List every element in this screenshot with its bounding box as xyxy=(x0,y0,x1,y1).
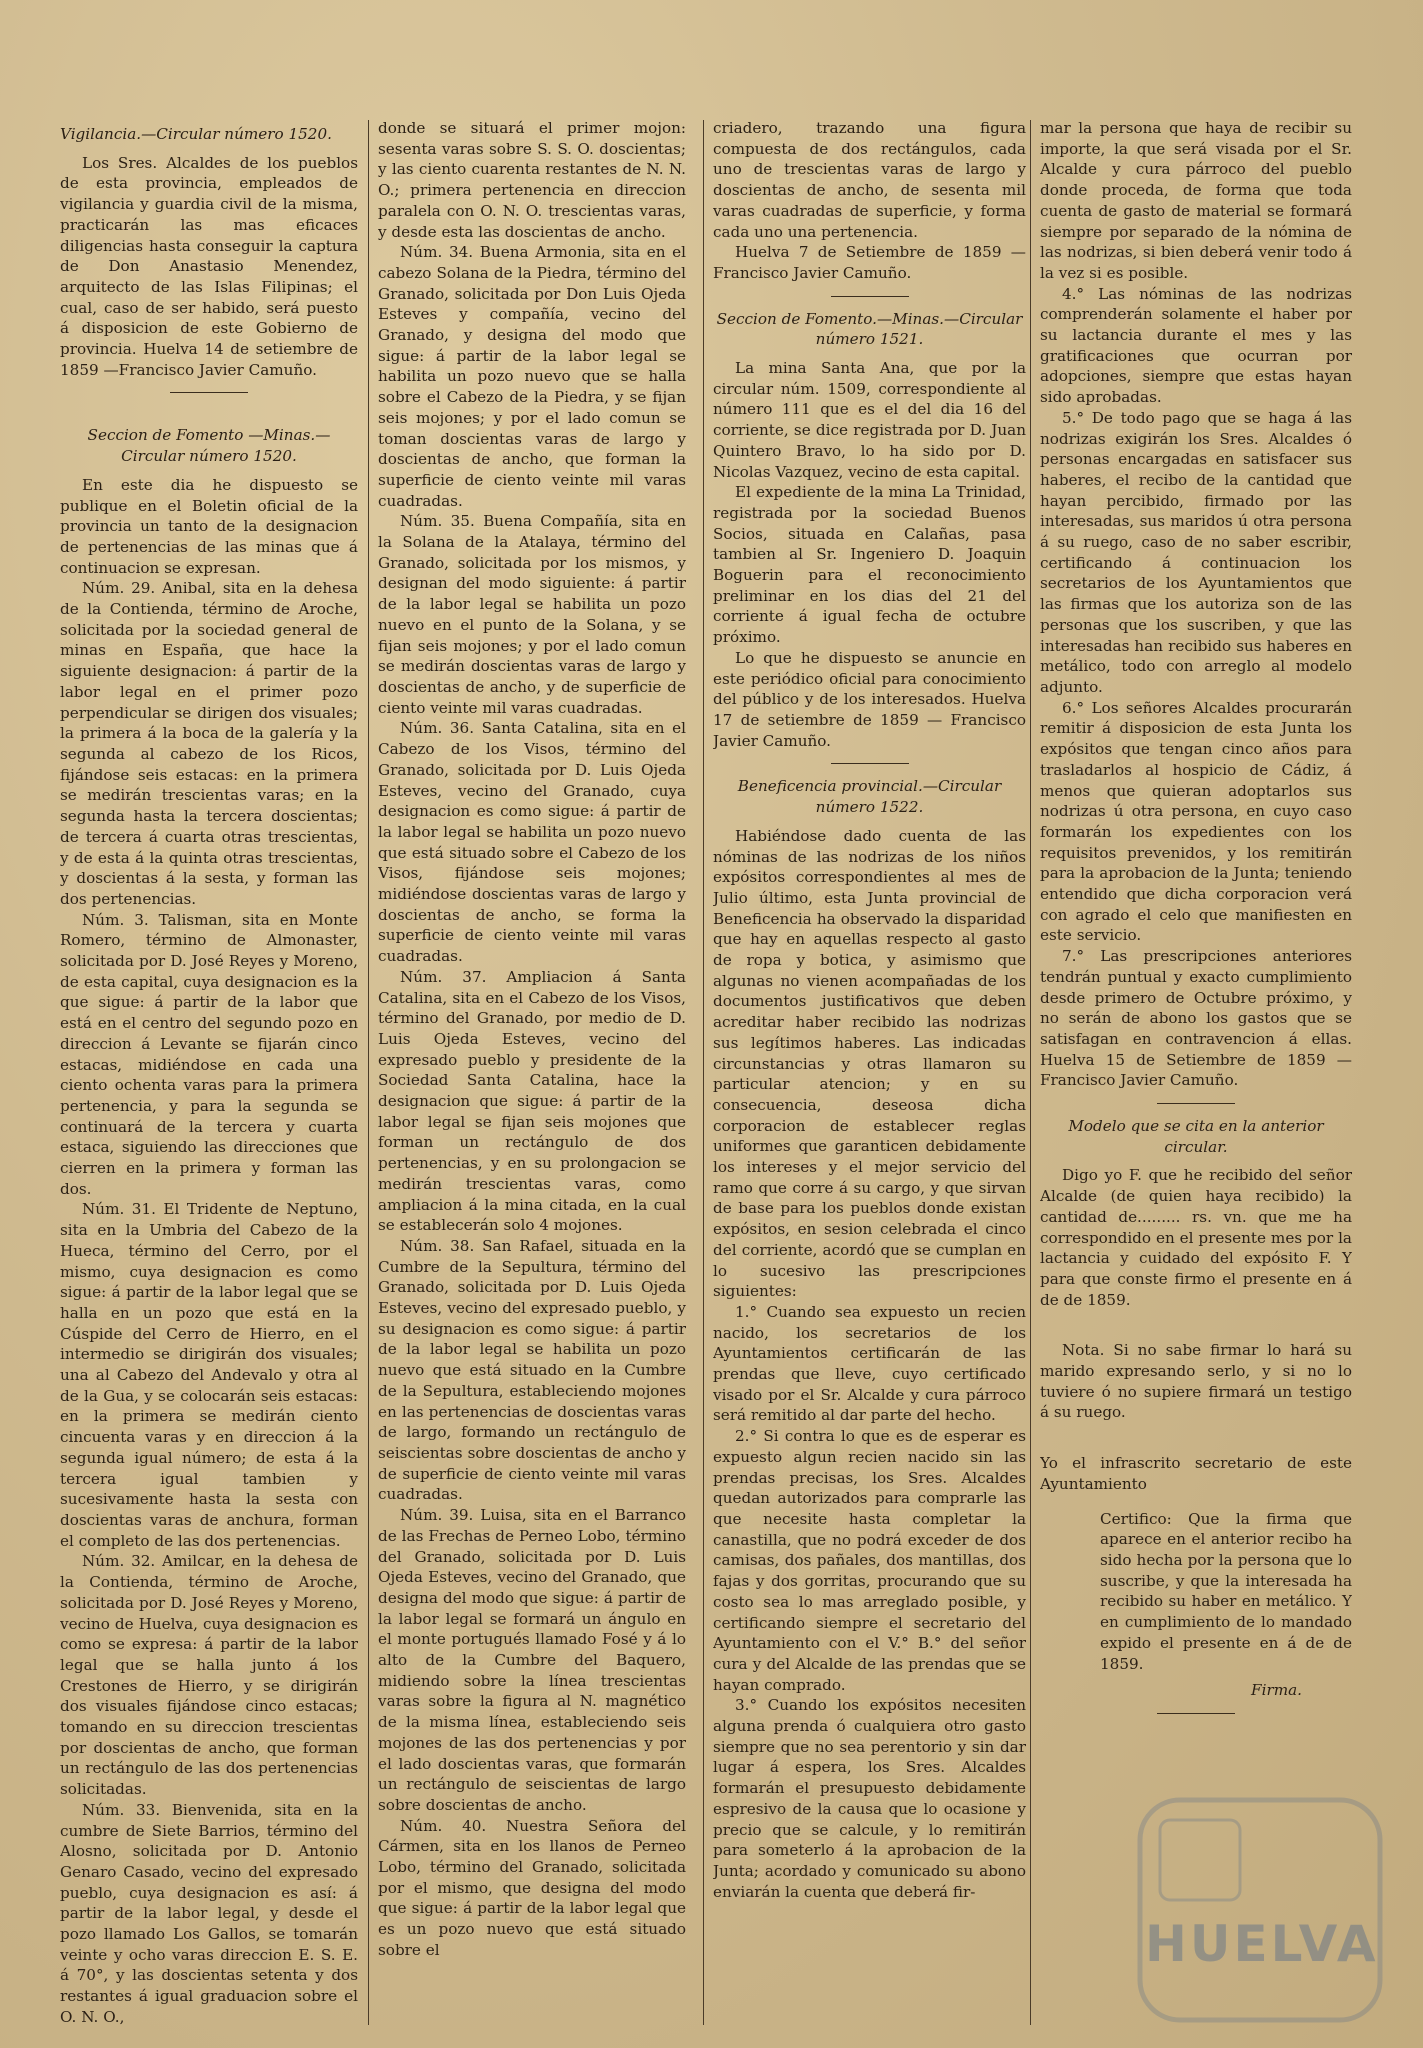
divider xyxy=(831,296,909,297)
column-rule xyxy=(703,120,704,2025)
paragraph: Habiéndose dado cuenta de las nóminas de las nodrizas de los niños expósitos correspondientes al mes de Julio último, esta Junta provincial de Beneficencia ha observado la disparidad que hay en aquellas respecto al gasto de ropa y botica, y asimismo que algunas no vienen acompañadas de los documentos justificativos que deben acreditar haber recibido las nodrizas sus legítimos haberes. Las indicadas circunstancias y otras llamaron su particular atencion; y en su consecuencia, deseosa dicha corporacion de establecer reglas uniformes que garanticen debidamente los intereses y el mejor servicio del ramo que corre á su cargo, y que sirvan de base para los pueblos donde existan expósitos, en sesion celebrada el cinco del corriente, acordó que se cumplan en lo sucesivo las prescripciones siguientes: xyxy=(713,826,1026,1301)
column-rule xyxy=(1030,120,1031,2025)
paragraph: La mina Santa Ana, que por la circular núm. 1509, correspondiente al número 111 que es el del dia 16 del corriente, se dice registrada por D. Juan Quintero Bravo, lo ha sido por D. Nicolas Vazquez, vecino de esta capital. xyxy=(713,359,1026,481)
paragraph: criadero, trazando una figura compuesta de dos rectángulos, cada uno de trescientas varas de largo y doscientas de ancho, de sesenta mil varas cuadradas de superficie, y forma cada uno una pertenencia. xyxy=(713,119,1026,241)
paragraph: Lo que he dispuesto se anuncie en este periódico oficial para conocimiento del público y de los interesados. Huelva 17 de setiembre de 1859 — Francisco Javier Camuño. xyxy=(713,648,1026,750)
column-2 xyxy=(378,118,686,2033)
paragraph: Núm. 40. Nuestra Señora del Cármen, sita en los llanos de Perneo Lobo, término del Granado, solicitada por el mismo, que designa del modo que sigue: á partir de la labor legal que es un pozo nuevo que está situado sobre el xyxy=(378,1816,686,1959)
paragraph: En este dia he dispuesto se publique en el Boletin oficial de la provincia un tanto de la designacion de pertenencias de las minas que á continuacion se expresan. xyxy=(60,475,358,577)
paragraph: 7.° Las prescripciones anteriores tendrán puntual y exacto cumplimiento desde primero de Octubre próximo, y no serán de abono los gastos que se satisfagan en contravencion á ellas. Huelva 15 de Setiembre de 1859 — Francisco Javier Camuño. xyxy=(1040,947,1352,1090)
section-heading-fomento: Seccion de Fomento —Minas.—Circular número 1520. xyxy=(87,426,331,466)
paragraph: Certifico: Que la firma que aparece en el anterior recibo ha sido hecha por la persona que lo suscribe, y que la interesada ha recibido su haber en metálico. Y en cumplimiento de lo mandado expido el presente en á de de 1859. xyxy=(1100,1509,1352,1673)
paragraph: 4.° Las nóminas de las nodrizas comprenderán solamente el haber por su lactancia durante el mes y las gratificaciones que ocurran por adopciones, siempre que estas hayan sido aprobadas. xyxy=(1040,284,1352,407)
column-rule xyxy=(368,120,369,2025)
divider xyxy=(170,392,248,393)
paragraph: Núm. 3. Talisman, sita en Monte Romero, término de Almonaster, solicitada por D. José Reyes y Moreno, de esta capital, cuya designacion es la que sigue: á partir de la labor que está en el centro del segundo pozo en direccion á Levante se fijarán cinco estacas, midiéndose en cada una ciento ochenta varas para la primera pertenencia, y para la segunda se continuará de la tercera y cuarta estaca, siguiendo las direcciones que cierren en la primera y forman las dos. xyxy=(60,910,358,1198)
section-heading-vigilancia: Vigilancia.—Circular número 1520. xyxy=(60,125,332,143)
column-3 xyxy=(713,118,1026,2033)
paragraph: El expediente de la mina La Trinidad, registrada por la sociedad Buenos Socios, situada en Calañas, pasa tambien al Sr. Ingeniero D. Joaquin Boguerin para el reconocimiento preliminar en los dias del 21 del corriente á igual fecha de octubre próximo. xyxy=(713,483,1026,647)
paragraph: 5.° De todo pago que se haga á las nodrizas exigirán los Sres. Alcaldes ó personas encargadas en satisfacer sus haberes, el recibo de la cantidad que hayan percibido, firmado por las interesadas, sus maridos ú otra persona á su ruego, caso de no saber escribir, certificando á continuacion los secretarios de los Ayuntamientos que las firmas que los autoriza son de las personas que los suscriben, y que las interesadas han recibido sus haberes en metálico, todo con arreglo al modelo adjunto. xyxy=(1040,408,1352,696)
divider xyxy=(1157,1713,1235,1714)
paragraph: 2.° Si contra lo que es de esperar es expuesto algun recien nacido sin las prendas precisas, los Sres. Alcaldes quedan autorizados para comprarle las que necesite hasta completar la canastilla, que no podrá exceder de dos camisas, dos pañales, dos mantillas, dos fajas y dos gorritas, procurando que su costo sea lo mas arreglado posible, y certificando siempre el secretario del Ayuntamiento con el V.° B.° del señor cura y del Alcalde de las prendas que se hayan comprado. xyxy=(713,1427,1026,1694)
section-heading-beneficencia: Beneficencia provincial.—Circular número 1522. xyxy=(737,777,1002,817)
section-heading-fomento-1521: Seccion de Fomento.—Minas.—Circular número 1521. xyxy=(716,309,1023,349)
paragraph: Huelva 7 de Setiembre de 1859 — Francisco Javier Camuño. xyxy=(713,243,1026,282)
paragraph: donde se situará el primer mojon: sesenta varas sobre S. S. O. doscientas; y las ciento cuarenta restantes de N. N. O.; primera pertenencia en direccion paralela con O. N. O. trescientas varas, y desde esta las doscientas de ancho. xyxy=(378,119,686,241)
paragraph: Núm. 38. San Rafael, situada en la Cumbre de la Sepultura, término del Granado, solicitada por D. Luis Ojeda Esteves, vecino del expresado pueblo, y su designacion es como sigue: á partir de la labor legal se habilita un pozo nuevo que está situado en la Cumbre de la Sepultura, estableciendo mojones en las pertenencias de doscientas varas de largo, formando un rectángulo de seiscientas sobre doscientas de ancho y de superficie de ciento veinte mil varas cuadradas. xyxy=(378,1236,686,1504)
column-1 xyxy=(60,118,358,2033)
paragraph: Núm. 32. Amilcar, en la dehesa de la Contienda, término de Aroche, solicitada por D. José Reyes y Moreno, vecino de Huelva, cuya designacion es como se expresa: á partir de la labor legal que se halla junto á los Crestones de Hierro, y se dirigirán dos visuales fijándose cinco estacas; tomando en su direccion trescientas por doscientas de ancho, que forman un rectángulo de las dos pertenencias solicitadas. xyxy=(60,1552,358,1799)
paragraph: Núm. 37. Ampliacion á Santa Catalina, sita en el Cabezo de los Visos, término del Granado, por medio de D. Luis Ojeda Esteves, vecino del expresado pueblo y presidente de la Sociedad Santa Catalina, hace la designacion que sigue: á partir de la labor legal se fijan seis mojones que forman un rectángulo de dos pertenencias, y en su prolongacion se medirán trescientas varas, como ampliacion á la mina citada, en la cual se establecerán solo 4 mojones. xyxy=(378,967,686,1235)
signature-label: Firma. xyxy=(1251,1681,1302,1700)
paragraph: Núm. 35. Buena Compañía, sita en la Solana de la Atalaya, término del Granado, solicitada por los mismos, y designan del modo siguiente: á partir de la labor legal se habilita un pozo nuevo en el punto de la Solana, y se fijan seis mojones; y por el lado comun se medirán doscientas varas de largo y doscientas de ancho, y de superficie de ciento veinte mil varas cuadradas. xyxy=(378,512,686,717)
paragraph: Yo el infrascrito secretario de este Ayuntamiento xyxy=(1040,1454,1352,1493)
paragraph: Nota. Si no sabe firmar lo hará su marido expresando serlo, y si no lo tuviere ó no supiere firmará un testigo á su ruego. xyxy=(1040,1341,1352,1422)
paragraph: 6.° Los señores Alcaldes procurarán remitir á disposicion de esta Junta los expósitos que tengan cinco años para trasladarlos al hospicio de Cádiz, á menos que quieran adoptarlos sus nodrizas ú otra persona, en cuyo caso formarán los expedientes con los requisitos prevenidos, y los remitirán para la aprobacion de la Junta; teniendo entendido que dicha corporacion verá con agrado el celo que manifiesten en este servicio. xyxy=(1040,698,1352,945)
divider xyxy=(1157,1103,1235,1104)
paragraph: Núm. 31. El Tridente de Neptuno, sita en la Umbria del Cabezo de la Hueca, término del Cerro, por el mismo, cuya designacion es como sigue: á partir de la labor legal que se halla en un pozo que está en la Cúspide del Cerro de Hierro, en el intermedio se dirigirán dos visuales; una al Cabezo del Andevalo y otra al de la Gua, y se colocarán seis estacas: en la primera se medirán ciento cincuenta varas y en direccion á la segunda igual número; de esta á la tercera igual tambien y sucesivamente hasta la sesta con doscientas varas de anchura, forman el completo de las dos pertenencias. xyxy=(60,1200,358,1550)
paragraph: 3.° Cuando los expósitos necesiten alguna prenda ó cualquiera otro gasto siempre que no sea perentorio y sin dar lugar á espera, los Sres. Alcaldes formarán el presupuesto debidamente espresivo de la causa que lo ocasione y precio que se calcule, y lo remitirán para someterlo á la aprobacion de la Junta; acordado y comunicado su abono enviarán la cuenta que deberá fir- xyxy=(713,1696,1026,1901)
stamp-wordmark: HUELVA xyxy=(1145,1915,1379,1973)
paragraph: 1.° Cuando sea expuesto un recien nacido, los secretarios de los Ayuntamientos certificarán de las prendas que lleve, cuyo certificado visado por el Sr. Alcalde y cura párroco será remitido al dar parte del hecho. xyxy=(713,1302,1026,1425)
paragraph: Núm. 34. Buena Armonia, sita en el cabezo Solana de la Piedra, término del Granado, solicitada por Don Luis Ojeda Esteves y compañía, vecino del Granado, y designa del modo que sigue: á partir de la labor legal se habilita un pozo nuevo que se halla sobre el Cabezo de la Piedra, y se fijan seis mojones; y por el lado comun se toman doscientas varas de largo y doscientas de ancho, que forman la superficie de ciento veinte mil varas cuadradas. xyxy=(378,243,686,510)
paragraph: Núm. 29. Anibal, sita en la dehesa de la Contienda, término de Aroche, solicitada por la sociedad general de minas en España, que hace la siguiente designacion: á partir de la labor legal en el primer pozo perpendicular se dirigen dos visuales; la primera á la boca de la galería y la segunda al cabezo de los Ricos, fijándose seis estacas: en la primera se medirán trescientas varas; en la segunda hasta la tercera doscientas; de tercera á cuarta otras trescientas, y de esta á la quinta otras trescientas, y doscientas á la sesta, y forman las dos pertenencias. xyxy=(60,579,358,908)
section-heading-modelo: Modelo que se cita en la anterior circular. xyxy=(1068,1117,1324,1156)
divider xyxy=(831,763,909,764)
paragraph: Núm. 39. Luisa, sita en el Barranco de las Frechas de Perneo Lobo, término del Granado, solicitada por D. Luis Ojeda Esteves, vecino del Granado, que designa del modo que sigue: á partir de la labor legal se formará un ángulo en el monte portugués llamado Fosé y á lo alto de la Cumbre del Baquero, midiendo sobre la línea trescientas varas sobre la figura al N. magnético de la misma línea, estableciendo seis mojones de las dos pertenencias y por el lado doscientas varas, que formarán un rectángulo de seiscientas de largo sobre doscientas de ancho. xyxy=(378,1506,686,1814)
paragraph: Los Sres. Alcaldes de los pueblos de esta provincia, empleados de vigilancia y guardia civil de la misma, practicarán las mas eficaces diligencias hasta conseguir la captura de Don Anastasio Menendez, arquitecto de las Islas Filipinas; el cual, caso de ser habido, será puesto á disposicion de este Gobierno de provincia. Huelva 14 de setiembre de 1859 —Francisco Javier Camuño. xyxy=(60,153,358,379)
column-4 xyxy=(1040,118,1352,2033)
paragraph: mar la persona que haya de recibir su importe, la que será visada por el Sr. Alcalde y cura párroco del pueblo donde proceda, de forma que toda cuenta de gasto de material se formará siempre por separado de la nómina de las nodrizas, si bien deberá venir todo á la vez si es posible. xyxy=(1040,119,1352,282)
paragraph: Núm. 36. Santa Catalina, sita en el Cabezo de los Visos, término del Granado, solicitada por D. Luis Ojeda Esteves, vecino del Granado, cuya designacion es como sigue: á partir de la labor legal se habilita un pozo nuevo que está situado sobre el Cabezo de los Visos, fijándose seis mojones; midiéndose doscientas varas de largo y doscientas de ancho, se forma la superficie de ciento veinte mil varas cuadradas. xyxy=(378,719,686,966)
paragraph: Núm. 33. Bienvenida, sita en la cumbre de Siete Barrios, término del Alosno, solicitada por D. Antonio Genaro Casado, vecino del expresado pueblo, cuya designacion es así: á partir de la labor legal, y desde el pozo llamado Los Gallos, se tomarán veinte y ocho varas direccion E. S. E. á 70°, y las doscientas setenta y dos restantes á igual graduacion sobre el O. N. O., xyxy=(60,1800,358,2026)
paragraph: Digo yo F. que he recibido del señor Alcalde (de quien haya recibido) la cantidad de......... rs. vn. que me ha correspondido en el presente mes por la lactancia y cuidado del expósito F. Y para que conste firmo el presente en á de de 1859. xyxy=(1040,1166,1352,1309)
